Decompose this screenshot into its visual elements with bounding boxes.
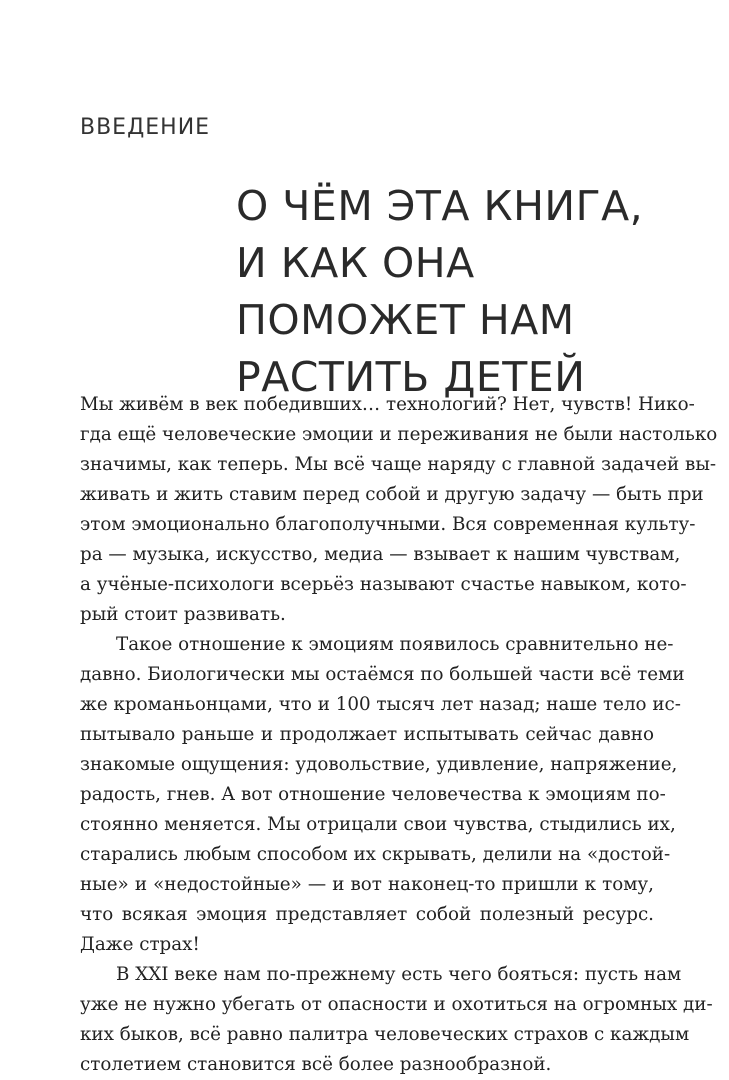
- section-label: ВВЕДЕНИЕ: [80, 115, 211, 140]
- body-text: [80, 390, 718, 1080]
- text-line: ра — музыка, искусство, медиа — взывает к нашим чувствам,: [80, 544, 681, 565]
- text-line: пытывало раньше и продолжает испытывать сейчас давно: [80, 724, 654, 745]
- chapter-title-line: И КАК ОНА: [236, 239, 475, 287]
- text-line: ные» и «недостойные» — и вот наконец-то пришли к тому,: [80, 874, 654, 895]
- text-line: что всякая эмоция представляет собой полезный ресурс.: [80, 904, 654, 925]
- text-line: этом эмоционально благополучными. Вся современная культу-: [80, 514, 696, 535]
- chapter-title-line: О ЧЁМ ЭТА КНИГА,: [236, 182, 644, 230]
- text-line: значимы, как теперь. Мы всё чаще наряду с главной задачей вы-: [80, 454, 717, 475]
- chapter-title: [236, 178, 676, 406]
- text-line: стоянно меняется. Мы отрицали свои чувства, стыдились их,: [80, 814, 676, 835]
- text-line: В XXI веке нам по-прежнему есть чего бояться: пусть нам: [116, 964, 682, 985]
- chapter-title-line: РАСТИТЬ ДЕТЕЙ: [236, 353, 586, 401]
- text-line: старались любым способом их скрывать, делили на «достой-: [80, 844, 671, 865]
- paragraph: [80, 960, 713, 1080]
- text-line: радость, гнев. А вот отношение человечества к эмоциям по-: [80, 784, 666, 805]
- text-line: Даже страх!: [80, 934, 200, 955]
- text-line: Мы живём в век победивших… технологий? Нет, чувств! Нико-: [80, 394, 695, 415]
- paragraph: [80, 390, 718, 630]
- text-line: давно. Биологически мы остаёмся по большей части всё теми: [80, 664, 685, 685]
- chapter-title-line: ПОМОЖЕТ НАМ: [236, 296, 575, 344]
- paragraph: [80, 630, 685, 960]
- text-line: а учёные-психологи всерьёз называют счастье навыком, кото-: [80, 574, 687, 595]
- text-line: же кроманьонцами, что и 100 тысяч лет назад; наше тело ис-: [80, 694, 681, 715]
- text-line: столетием становится всё более разнообразной.: [80, 1054, 552, 1075]
- text-line: рый стоит развивать.: [80, 604, 286, 625]
- text-line: Такое отношение к эмоциям появилось сравнительно не-: [116, 634, 674, 655]
- text-line: ких быков, всё равно палитра человеческих страхов с каждым: [80, 1024, 690, 1045]
- text-line: знакомые ощущения: удовольствие, удивление, напряжение,: [80, 754, 678, 775]
- text-line: гда ещё человеческие эмоции и переживания не были настолько: [80, 424, 718, 445]
- text-line: живать и жить ставим перед собой и другую задачу — быть при: [80, 484, 704, 505]
- text-line: уже не нужно убегать от опасности и охотиться на огромных ди-: [80, 994, 713, 1015]
